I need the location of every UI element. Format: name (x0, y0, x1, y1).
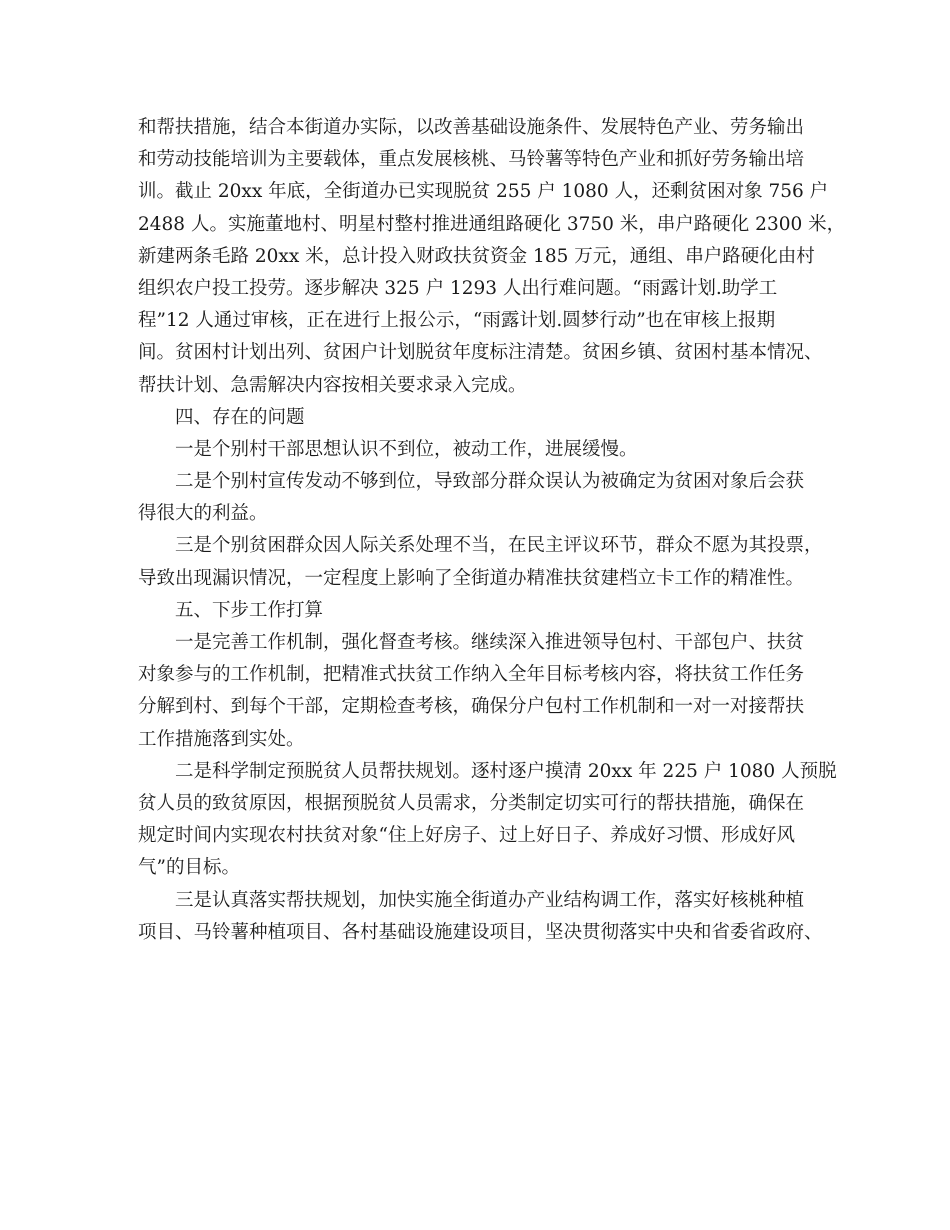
text-line: 项目、马铃薯种植项目、各村基础设施建设项目，坚决贯彻落实中央和省委省政府、 (138, 921, 823, 943)
text-line: 二是个别村宣传发动不够到位，导致部分群众误认为被确定为贫困对象后会获 (175, 471, 805, 493)
text-line: 一是完善工作机制，强化督查考核。继续深入推进领导包村、干部包户、扶贫 (175, 632, 805, 653)
text-line: 和帮扶措施，结合本街道办实际，以改善基础设施条件、发展特色产业、劳务输出 (138, 117, 805, 138)
text-line: 规定时间内实现农村扶贫对象“住上好房子、过上好日子、养成好习惯、形成好风 (138, 825, 795, 847)
text-line: 二是科学制定预脱贫人员帮扶规划。逐村逐户摸清 20xx 年 225 户 1080 人预脱 (175, 760, 837, 782)
document-body (138, 112, 846, 949)
text-line: 导致出现漏识情况，一定程度上影响了全街道办精准扶贫建档立卡工作的精准性。 (138, 567, 805, 589)
text-line: 五、下步工作打算 (175, 599, 324, 621)
text-line: 得很大的利益。 (138, 503, 268, 525)
text-line: 间。贫困村计划出列、贫困户计划脱贫年度标注清楚。贫困乡镇、贫困村基本情况、 (138, 342, 823, 364)
text-line: 气”的目标。 (138, 857, 240, 879)
text-line: 工作措施落到实处。 (138, 728, 305, 750)
text-line: 帮扶计划、急需解决内容按相关要求录入完成。 (138, 374, 527, 396)
text-line: 和劳动技能培训为主要载体，重点发展核桃、马铃薯等特色产业和抓好劳务输出培 (138, 149, 805, 171)
text-line: 组织农户投工投劳。逐步解决 325 户 1293 人出行难问题。“雨露计划.助学工 (138, 277, 778, 299)
text-line: 一是个别村干部思想认识不到位，被动工作，进展缓慢。 (175, 438, 638, 460)
text-line: 三是认真落实帮扶规划，加快实施全街道办产业结构调工作，落实好核桃种植 (175, 889, 805, 911)
text-line: 分解到村、到每个干部，定期检查考核，确保分户包村工作机制和一对一对接帮扶 (138, 696, 805, 718)
text-line: 2488 人。实施董地村、明星村整村推进通组路硬化 3750 米，串户路硬化 2300 米， (138, 213, 846, 235)
text-line: 训。截止 20xx 年底，全街道办已实现脱贫 255 户 1080 人，还剩贫困对象 756 户 (138, 181, 829, 203)
text-line: 四、存在的问题 (175, 406, 305, 428)
text-line: 新建两条毛路 20xx 米，总计投入财政扶贫资金 185 万元，通组、串户路硬化由村 (138, 245, 815, 267)
text-line: 程”12 人通过审核，正在进行上报公示，“雨露计划.圆梦行动”也在审核上报期 (138, 310, 776, 332)
text-line: 贫人员的致贫原因，根据预脱贫人员需求，分类制定切实可行的帮扶措施，确保在 (138, 792, 805, 814)
text-line: 对象参与的工作机制，把精准式扶贫工作纳入全年目标考核内容，将扶贫工作任务 (138, 664, 805, 686)
text-line: 三是个别贫困群众因人际关系处理不当，在民主评议环节，群众不愿为其投票， (175, 535, 823, 557)
